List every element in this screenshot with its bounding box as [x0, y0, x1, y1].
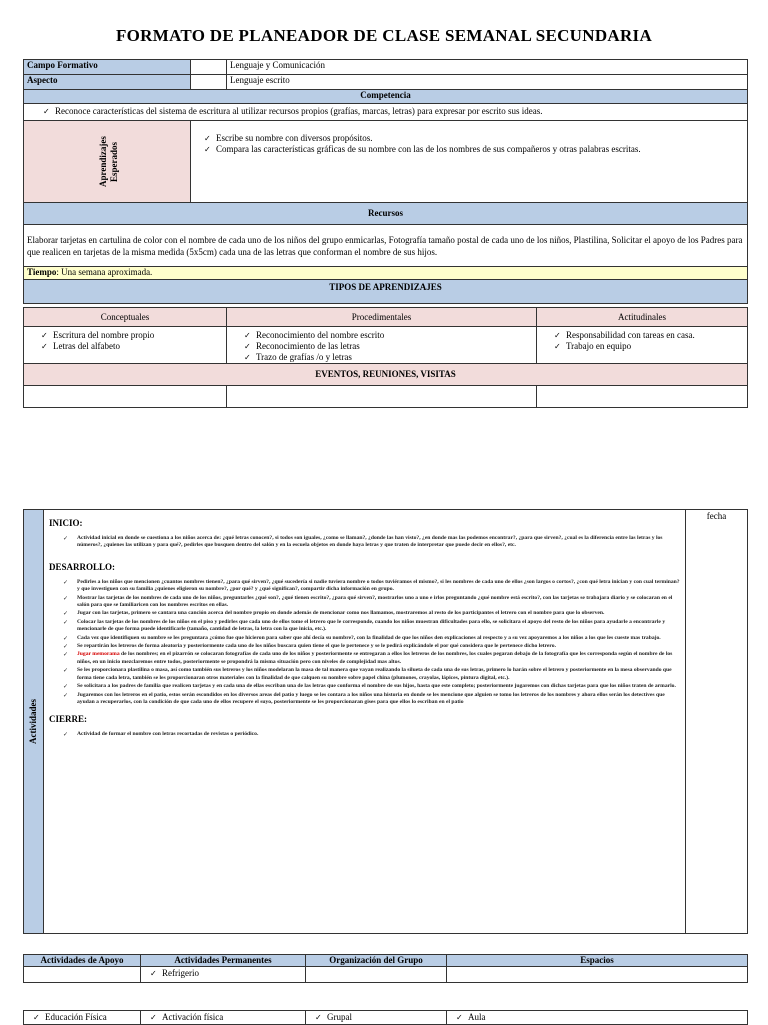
procedimental-item: ✓ Reconocimiento del nombre escrito [244, 330, 533, 341]
footer-cell [306, 1011, 447, 1025]
footer-item: ✓ Activación física [150, 1012, 302, 1023]
inicio-heading: INICIO: [49, 518, 83, 528]
aspecto-value: Lenguaje escrito [227, 75, 748, 90]
aprendizaje-item: ✓ Escribe su nombre con diversos propósitos. [204, 133, 744, 144]
conceptual-item: ✓ Escritura del nombre propio [41, 330, 223, 341]
footer-table-2 [23, 1010, 748, 1025]
aprendizajes-label-cell [24, 121, 191, 203]
footer-header: Organización del Grupo [306, 955, 447, 967]
tipos-table [23, 307, 748, 408]
tipos-col-header: Procedimentales [227, 308, 537, 327]
footer-cell [24, 967, 141, 983]
footer-cell [447, 967, 748, 983]
footer-header: Actividades de Apoyo [24, 955, 141, 967]
desarrollo-item: ✓ Se les proporcionara plastilina o masa, así como también sus letreros y los niños modelaran la masa de tal manera que vayan realizando la silueta de cada una de sus letras, primero lo harán sobre el letrero y posteriormente en la mesa observando que forma tiene cada letra, también se les proporcionaran otros materiales con la finalidad de que calquen su nombre sobre papel china (plumones, crayolas, lápices, pintura digital, etc.). [63, 667, 681, 682]
cierre-heading: CIERRE: [49, 714, 88, 725]
competencia-cell [24, 104, 748, 121]
desarrollo-item: ✓ Mostrar las tarjetas de los nombres de cada uno de los niños, preguntarles ¿qué son?, ¿qué tienen escrito?, ¿para qué sirven?, mostrarlos uno a uno e irlos preguntando ¿qué nombre está escrito?, con las tarjetas se trabajara diario y se colocaran en el salón para que se familiaricen con los nombres escritos en ellas. [63, 595, 681, 610]
tiempo-value: : Una semana aproximada. [56, 267, 153, 277]
recursos-text: Elaborar tarjetas en cartulina de color con el nombre de cada uno de los niños del grupo enmicarlas, Fotografía tamaño postal de cada uno de los niños, Plastilina, Solicitar el apoyo de los Padres para que realicen en tarjetas de la misma medida (5x5cm) cada una de las letras que conforman el nombre de sus hijos. [24, 225, 748, 267]
procedimentales-cell [227, 327, 537, 364]
tiempo-cell [24, 267, 748, 280]
competencia-header: Competencia [24, 90, 748, 104]
footer-item: ✓ Grupal [315, 1012, 443, 1023]
procedimental-item: ✓ Reconocimiento de las letras [244, 341, 533, 352]
actitudinal-item: ✓ Responsabilidad con tareas en casa. [554, 330, 744, 341]
footer-cell [141, 1011, 306, 1025]
procedimental-item: ✓ Trazo de grafías /o y letras [244, 352, 533, 363]
desarrollo-item: ✓ Se solicitara a los padres de familia que realicen tarjetas y en cada una de ellas escriban una de las letras que conforma el nombre de sus hijos, hasta que este completo; posteriormente jugaremos con dichas tarjetas para que los niños traten de armarlo. [63, 683, 681, 690]
actitudinales-cell [537, 327, 748, 364]
desarrollo-item: ✓ Jugar con las tarjetas, primero se cantara una canción acerca del nombre propio en donde además de mencionar como nos llamamos, mostraremos al resto de los participantes el letrero con el nombre para que lo observen. [63, 610, 681, 617]
spacer [191, 60, 227, 75]
actitudinal-item: ✓ Trabajo en equipo [554, 341, 744, 352]
fecha-label: fecha [706, 511, 727, 521]
desarrollo-heading: DESARROLLO: [49, 561, 116, 572]
footer-table [23, 954, 748, 983]
desarrollo-item: ✓ Se repartirán los letreros de forma aleatoria y posteriormente cada uno de los niños buscara quien tiene el que le pertenece y se le pedirá explicándole el por qué considera que le pertenece dicho letrero. [63, 643, 681, 650]
footer-cell [447, 1011, 748, 1025]
competencia-text: ✓ Reconoce características del sistema de escritura al utilizar recursos propios (grafías, marcas, letras) para expresar por escrito sus ideas. [43, 106, 744, 117]
desarrollo-item: ✓ Jugar memorama de los nombres; en el pizarrón se colocaran fotografías de cada uno de los niños y posteriormente se entregaran a ellos los letreros de los nombres, los cuales pegaran debajo de la fotografía que les corresponda según el nombre de los niños, en un inicio mezclaremos entre todos, posteriormente se propondrá la misma situación pero con niveles de complejidad mas altos. [63, 651, 681, 666]
conceptuales-cell [24, 327, 227, 364]
footer-item: ✓ Educación Física [33, 1012, 137, 1023]
footer-cell [24, 1011, 141, 1025]
actividades-side-cell [24, 510, 44, 934]
recursos-header: Recursos [24, 203, 748, 225]
footer-header: Actividades Permanentes [141, 955, 306, 967]
eventos-cell [24, 386, 227, 408]
eventos-cell [227, 386, 537, 408]
desarrollo-item: ✓ Colocar las tarjetas de los nombres de los niños en el piso y pedirles que cada uno de ellos tome el letrero que le corresponde, cuando los niños muestran dificultades para ello, se solicitara el apoyo del resto de los niños para ayudarle a encontrarle y mencionarle de que forma puede identificarle (tamaño, cantidad de letras, la letra con la que inicia, etc.). [63, 619, 681, 634]
fecha-cell [686, 510, 748, 934]
desarrollo-item: ✓ Jugaremos con los letreros en el patio, estos serán escondidos en los diversos areas del patio y luego se les contara a los niños una historia en donde se les mencione que alguien se tomo los letreros de los nombres y ahora ellos serán los detectives que ayudan a recuperarlos, con la condición de que cada uno de ellos recupere el suyo, posteriormente se les proporcionaran gises para que ellos lo escriban en el patio [63, 692, 681, 707]
campo-value: Lenguaje y Comunicación [227, 60, 748, 75]
tipos-col-header: Conceptuales [24, 308, 227, 327]
desarrollo-item: ✓ Pedirles a los niños que mencionen ¿cuantos nombres tienen?, ¿para qué sirven?, ¿qué sucedería si nadie tuviera nombre o todos tuviéramos el mismo?, si les nombres de cada uno de ellos ¿son largos o cortos?, ¿con qué letra inician y con cual terminan? y que investiguen con su familia ¿quienes eligieron su nombre?, ¿por qué? y ¿qué significan?, compartir dicha información en grupo. [63, 579, 681, 594]
tiempo-label: Tiempo [27, 267, 57, 277]
page-title: FORMATO DE PLANEADOR DE CLASE SEMANAL SECUNDARIA [115, 26, 653, 45]
inicio-item: ✓ Actividad inicial en donde se cuestiona a los niños acerca de: ¿qué letras conocen?, si todos son iguales, ¿como se llaman?, ¿donde las han visto?, ¿en donde mas las podemos encontrar?, ¿para que sirven?, ¿cual es la diferencia entre las letras y los números?, ¿quienes las utilizan y para qué?, pedirles que busquen dentro del salón y en la escuela objetos en donde haya letras y que traten de interpretar que puede decir en ellos?, etc. [63, 535, 681, 550]
conceptual-item: ✓ Letras del alfabeto [41, 341, 223, 352]
cierre-list [49, 731, 681, 738]
footer-cell [306, 967, 447, 983]
actividades-table [23, 509, 748, 934]
desarrollo-list [49, 579, 681, 707]
eventos-header: EVENTOS, REUNIONES, VISITAS [24, 364, 748, 386]
campo-label: Campo Formativo [24, 60, 191, 75]
aspecto-label: Aspecto [24, 75, 191, 90]
cierre-item: ✓ Actividad de formar el nombre con letras recortadas de revistas o periódico. [63, 731, 681, 738]
highlight-text: Jugar memorama [77, 651, 120, 658]
footer-item: ✓ Aula [456, 1012, 744, 1023]
footer-cell [141, 967, 306, 983]
aprendizajes-cell [191, 121, 748, 203]
tipos-header: TIPOS DE APRENDIZAJES [24, 280, 748, 304]
desarrollo-item: ✓ Cada vez que identifiquen su nombre se les preguntara ¿cómo fue que hicieron para saber que ahí decía su nombre?, con la finalidad de que los niños den explicaciones al respecto y a su vez apoyaremos a los niños a los que les cueste mas trabajo. [63, 635, 681, 642]
inicio-list [49, 535, 681, 550]
aprendizajes-label: Aprendizajes Esperados [98, 136, 119, 187]
planner-table [23, 59, 748, 304]
spacer [191, 75, 227, 90]
footer-header: Espacios [447, 955, 748, 967]
footer-item: ✓ Refrigerio [150, 968, 302, 979]
actividades-label: Actividades [28, 699, 38, 744]
eventos-cell [537, 386, 748, 408]
tipos-col-header: Actitudinales [537, 308, 748, 327]
aprendizaje-item: ✓ Compara las características gráficas de su nombre con las de los nombres de sus compañeros y otras palabras escritas. [204, 144, 744, 155]
actividades-content [44, 510, 686, 934]
